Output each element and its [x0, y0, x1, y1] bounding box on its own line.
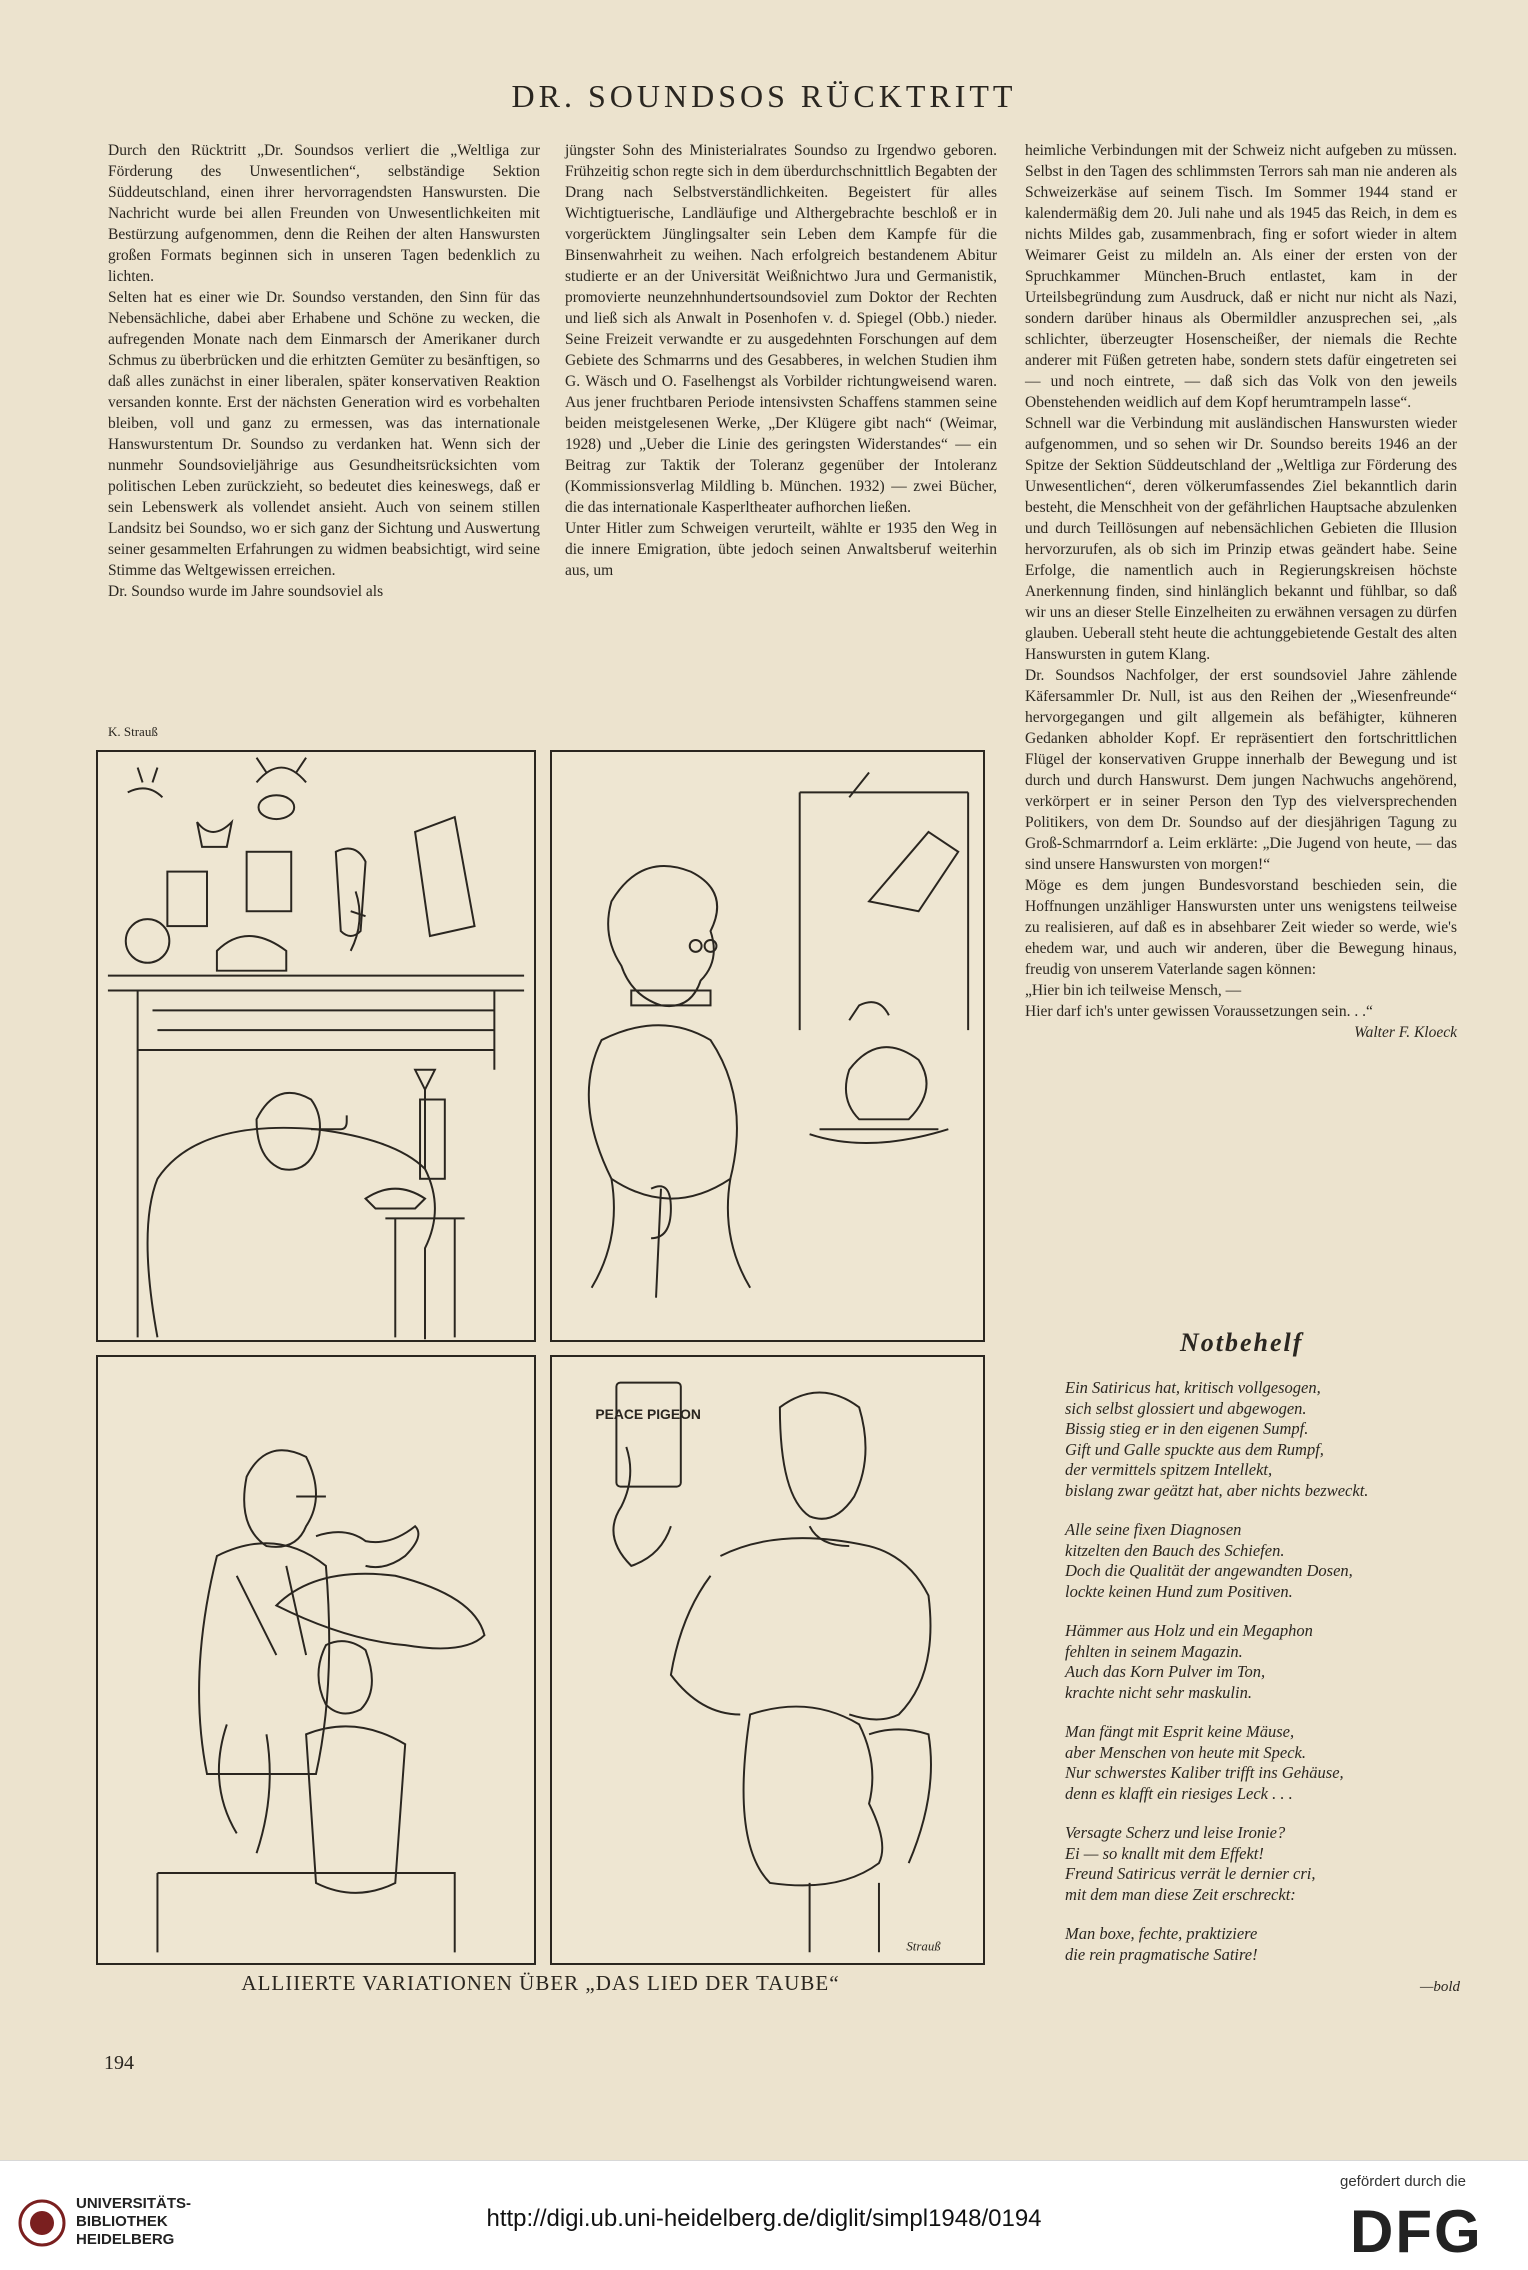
article-paragraph: Dr. Soundsos Nachfolger, der erst soundsoviel Jahre zählende Käfersammler Dr. Null, ist aus den Reihen der „Wiesenfreunde“ hervorgegangen und gilt allgemein als befähigter, kühneren Gedanken abholder Kopf. Er repräsentiert den fortschrittlichen Flügel der konservativen Gruppe innerhalb der Bewegung und ist durch und durch Hanswurst. Dem jungen Nachwuchs angehörend, verkörpert er in seiner Person den Typ des vielversprechenden Politikers, von dem Dr. Soundso auf der diesjährigen Tagung zu Groß-Schmarrndorf a. Leim erklärte: „Die Jugend von heute, — das sind unsere Hanswursten von morgen!“ [1025, 667, 1457, 873]
gentleman-lady-drawing [98, 1357, 534, 1963]
cartoon-panel-1 [96, 750, 536, 1342]
poem-line: kitzelten den Bauch des Schiefen. [1065, 1540, 1285, 1560]
poem-line: Auch das Korn Pulver im Ton, [1065, 1662, 1266, 1681]
article-paragraph: Unter Hitler zum Schweigen verurteilt, wählte er 1935 den Weg in die innere Emigration, übte jedoch seinen Anwaltsberuf weiterhin aus, um [565, 520, 997, 579]
document-url[interactable]: http://digi.ub.uni-heidelberg.de/diglit/simpl1948/0194 [486, 2205, 1042, 2232]
poem-line: denn es klafft ein riesiges Leck . . . [1065, 1783, 1293, 1803]
article-quote-line: Hier darf ich's unter gewissen Voraussetzungen sein. . .“ [1025, 1003, 1373, 1020]
article-paragraph: Dr. Soundso wurde im Jahre soundsoviel als [108, 583, 384, 600]
poem-line: fehlten in seinem Magazin. [1065, 1641, 1243, 1661]
poem-line: der vermittels spitzem Intellekt, [1065, 1460, 1273, 1479]
article-author: Walter F. Kloeck [1354, 1024, 1457, 1041]
poem-stanza [1065, 1722, 1465, 1804]
cartoon-panel-2 [550, 750, 985, 1342]
poem-line: aber Menschen von heute mit Speck. [1065, 1742, 1306, 1762]
article-paragraph: jüngster Sohn des Ministerialrates Soundso zu Irgendwo geboren. Frühzeitig schon regte sich in dem überdurchschnittlich Begabten der Drang nach Selbstverständlichkeiten. Begeistert für alles Wichtigtuerische, Landläufige und Althergebrachte beschloß er in vorgerücktem Jünglingsalter sein Leben dem Kampfe für die Binsenwahrheit zu weihen. Nach erfolgreich bestandenem Abitur studierte er an der Universität Weißnichtwo Jura und Germanistik, promovierte neunzehnhundertsoundsoviel zum Doktor der Rechten und ließ sich als Anwalt in Posenhofen v. d. Spiegel (Obb.) nieder. Seine Freizeit verwandte er zu ausgedehnten Forschungen auf dem Gebiete des Schmarrns und des Gesabberes, in welchen Studien ihm G. Wäsch und O. Faselhengst als Vorbilder richtungweisend waren. Aus jener fruchtbaren Periode intensivsten Schaffens stammen seine beiden meistgelesenen Werke, „Der Klügere gibt nach“ (Weimar, 1928) und „Ueber die Linie des geringsten Widerstandes“ — ein Beitrag zur Taktik der Toleranz gegenüber der Intoleranz (Kommissionsverlag Mildling b. München. 1932) — zwei Bücher, die das internationale Kasperltheater aufhorchen ließen. [565, 142, 997, 516]
poem-line: die rein pragmatische Satire! [1065, 1944, 1258, 1964]
cartoon-panel-3 [96, 1355, 536, 1965]
poem-body [1065, 1378, 1465, 1984]
poem-line: Ein Satiricus hat, kritisch vollgesogen, [1065, 1378, 1321, 1397]
poem-line: Hämmer aus Holz und ein Megaphon [1065, 1621, 1313, 1640]
poem-line: krachte nicht sehr maskulin. [1065, 1682, 1252, 1702]
poem-stanza [1065, 1621, 1465, 1703]
poem-line: Bissig stieg er in den eigenen Sumpf. [1065, 1419, 1309, 1438]
poem-line: sich selbst glossiert und abgewogen. [1065, 1398, 1307, 1418]
poem-stanza [1065, 1823, 1465, 1905]
page-title: DR. SOUNDSOS RÜCKTRITT [511, 78, 1017, 114]
artist-signature: Strauß [906, 1939, 941, 1954]
article-paragraph: heimliche Verbindungen mit der Schweiz nicht aufgeben zu müssen. Selbst in den Tagen des schlimmsten Terrors sah man nie anderen als Schweizerkäse auf seinem Tisch. Im Sommer 1944 stand er kalendermäßig dem 20. Juli nahe und als 1945 das Reich, in dem es nichts Mildes gab, zusammenbrach, fing er sofort wieder in altem Weimarer Geist zu mildeln an. Als einer der ersten von der Spruchkammer München-Bruch entlastet, kam in der Urteilsbegründung zum Ausdruck, daß er nicht nur nicht als Nazi, sondern darüber hinaus als Obermildler anzusprechen sei, „als schlichter, überzeugter Hosenscheißer, der niemals die Rechte anderer mit Füßen getreten habe, sondern stets dafür eingetreten sei — und noch eintrete, — daß sich das Volk von den jeweils Obenstehenden weidlich auf dem Kopf herumtrampeln lasse“. [1025, 142, 1457, 411]
funded-by-label: gefördert durch die [1340, 2173, 1466, 2190]
poem-line: Freund Satiricus verrät le dernier cri, [1065, 1864, 1316, 1883]
poem-line: lockte keinen Hund zum Positiven. [1065, 1581, 1293, 1601]
poem-line: Alle seine fixen Diagnosen [1065, 1520, 1242, 1539]
viewer-footer [0, 2160, 1528, 2270]
poem-title: Notbehelf [1180, 1328, 1304, 1357]
institution-line: UNIVERSITÄTS- [76, 2195, 192, 2212]
article-paragraph: Möge es dem jungen Bundesvorstand beschieden sein, die Hoffnungen unzähliger Hanswursten unter uns wenigstens teilweise zu realisieren, auf daß es in absehbarer Zeit wieder so werde, wie's ehedem war, und auch wir anderen, über die Bewegung hinaus, freudig von unserem Vaterlande sagen können: [1025, 877, 1457, 978]
article-paragraph: Durch den Rücktritt „Dr. Soundsos verliert die „Weltliga zur Förderung des Unwesentlichen“, selbständige Sektion Süddeutschland, einen ihrer hervorragendsten Hanswursten. Die Nachricht wurde bei allen Freunden von Unwesentlichkeiten mit Bestürzung aufgenommen, denn die Reihen der alten Hanswursten großen Formats beginnen sich in unseren Tagen bedenklich zu lichten. [108, 142, 540, 285]
poem-author: —bold [1420, 1979, 1461, 1995]
peace-pigeon-can-drawing [552, 1357, 983, 1963]
illustration-caption: ALLIIERTE VARIATIONEN ÜBER „DAS LIED DER TAUBE“ [241, 1971, 840, 1995]
poem-stanza [1065, 1378, 1465, 1501]
dove-perch-drawing [552, 752, 983, 1340]
poem-line: bislang zwar geätzt hat, aber nichts bezweckt. [1065, 1480, 1369, 1500]
poem-line: mit dem man diese Zeit erschreckt: [1065, 1884, 1296, 1904]
armchair-smoker-drawing [98, 752, 534, 1340]
article-column-1 [108, 140, 540, 602]
poem-stanza [1065, 1924, 1465, 1965]
page-number: 194 [104, 2052, 134, 2074]
institution-line: BIBLIOTHEK [76, 2213, 168, 2230]
article-column-2 [565, 140, 997, 581]
poem-line: Man boxe, fechte, praktiziere [1065, 1924, 1258, 1943]
article-quote-line: „Hier bin ich teilweise Mensch, — [1025, 982, 1242, 999]
dfg-logo: DFG [1350, 2198, 1483, 2265]
poem-line: Gift und Galle spuckte aus dem Rumpf, [1065, 1439, 1324, 1459]
institution-line: HEIDELBERG [76, 2231, 175, 2248]
cartoon-panel-4 [550, 1355, 985, 1965]
illustration-credit: K. Strauß [108, 724, 158, 739]
article-column-3 [1025, 140, 1457, 1043]
article-paragraph: Schnell war die Verbindung mit ausländischen Hanswursten wieder aufgenommen, und so sehen wir Dr. Soundso bereits 1946 an der Spitze der Sektion Süddeutschland der „Weltliga zur Förderung des Unwesentlichen“, deren völkerumfassendes Ziel bekanntlich darin besteht, die Menschheit von der gefährlichen Hauptsache abzulenken und durch Teillösungen auf nebensächlichen Gebieten die Illusion hervorzurufen, als ob sich im Prinzip etwas geändert habe. Seine Erfolge, die namentlich auch in Regierungskreisen höchste Anerkennung finden, sind hinlänglich bekannt und fühlbar, so daß wir uns an dieser Stelle Einzelheiten zu erwähnen versagen zu dürfen glauben. Ueberall steht heute die achtunggebietende Gestalt des alten Hanswursten in gutem Klang. [1025, 415, 1457, 663]
poem-line: Man fängt mit Esprit keine Mäuse, [1065, 1722, 1295, 1741]
poem-line: Ei — so knallt mit dem Effekt! [1065, 1843, 1264, 1863]
poem-line: Doch die Qualität der angewandten Dosen, [1065, 1561, 1353, 1580]
poem-stanza [1065, 1520, 1465, 1602]
poem-line: Nur schwerstes Kaliber trifft ins Gehäuse, [1065, 1763, 1344, 1782]
poem-line: Versagte Scherz und leise Ironie? [1065, 1823, 1286, 1842]
can-label: PEACE PIGEON [595, 1406, 701, 1423]
article-paragraph: Selten hat es einer wie Dr. Soundso verstanden, den Sinn für das Nebensächliche, dabei aber Erhabene und Schöne zu wecken, die aufregenden Monate nach dem Einmarsch der Amerikaner durch Schmus zu überbrücken und die erhitzten Gemüter zu besänftigen, so daß alles zunächst in einer liberalen, später konservativen Reaktion versanden konnte. Erst der nächsten Generation wird es vorbehalten bleiben, voll und ganz zu ermessen, was das internationale Hanswurstentum Dr. Soundso zu verdanken hat. Wenn sich der nunmehr Soundsovieljährige aus Gesundheitsrücksichten vom politischen Leben zurückzieht, so bedeutet dies keineswegs, daß er sein Lebenswerk als vollendet ansieht. Auch von seinem stillen Landsitz bei Soundso, wo er sich ganz der Sichtung und Auswertung seiner gesammelten Erfahrungen zu widmen beabsichtigt, wird seine Stimme das Weltgewissen erreichen. [108, 289, 540, 579]
